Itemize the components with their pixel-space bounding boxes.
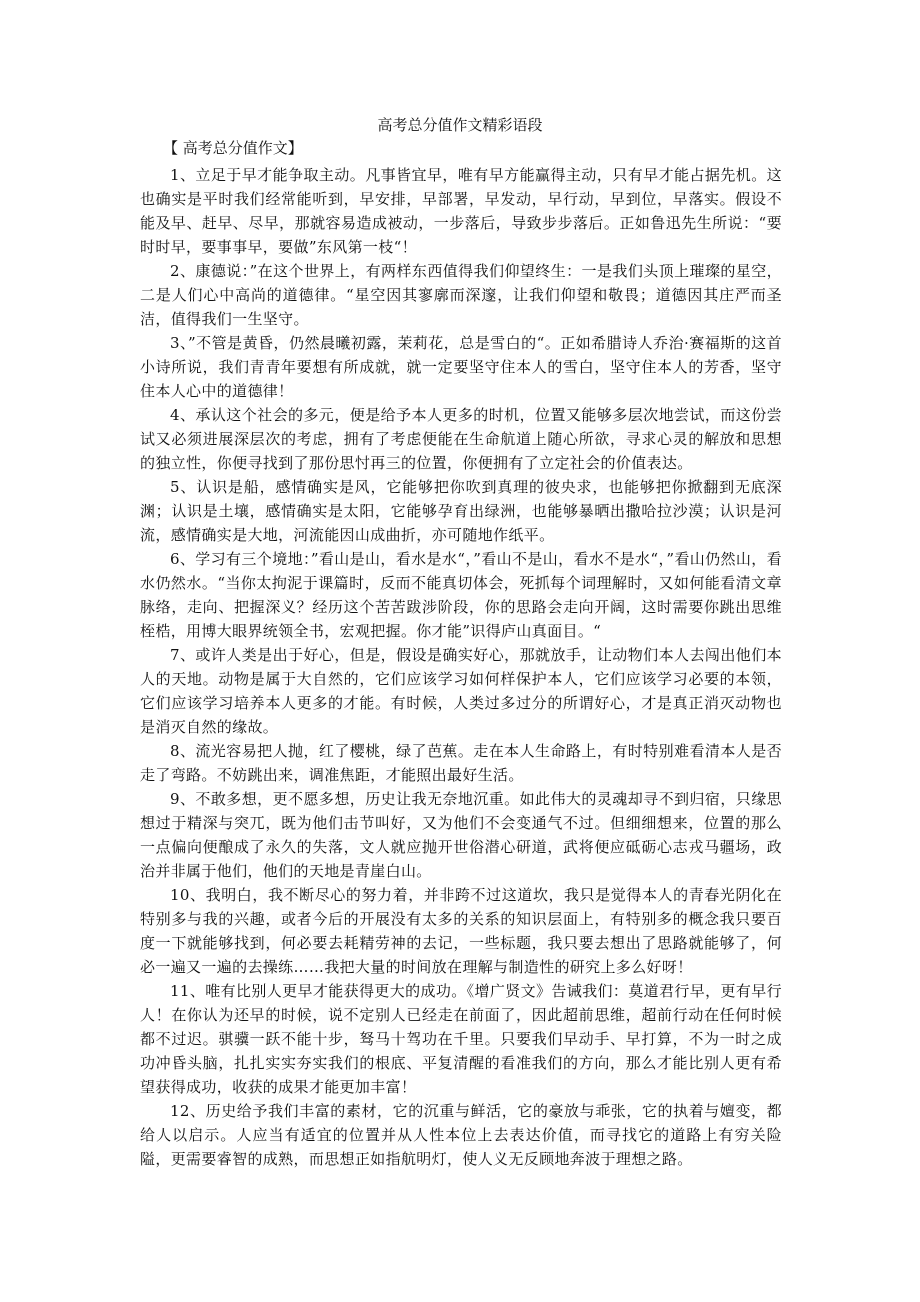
paragraph-3: 3、”不管是黄昏，仍然晨曦初露，茉莉花，总是雪白的“。正如希腊诗人乔治·赛福斯的这首小诗所说，我们青青年要想有所成就，就一定要坚守住本人的雪白，坚守住本人的芳香，坚守住本人心中的道德律！ (140, 334, 782, 400)
section-heading: 【 高考总分值作文】 (163, 139, 303, 157)
paragraph-12: 12、历史给予我们丰富的素材，它的沉重与鲜活，它的豪放与乖张，它的执着与嬗变，都给人以启示。人应当有适宜的位置并从人性本位上去表达价值，而寻找它的道路上有穷关险隘，更需要睿智的成熟，而思想正如指航明灯，使人义无反顾地奔波于理想之路。 (140, 1102, 782, 1168)
document-body (140, 163, 782, 1171)
paragraph-6: 6、学习有三个境地：”看山是山，看水是水“，”看山不是山，看水不是水“，”看山仍然山，看水仍然水。“当你太拘泥于课篇时，反而不能真切体会，死抓每个词理解时，又如何能看清文章脉络，走向、把握深义？经历这个苦苦跋涉阶段，你的思路会走向开阔，这时需要你跳出思维桎梏，用博大眼界统领全书，宏观把握。你才能”识得庐山真面目。“ (140, 550, 782, 640)
paragraph-9: 9、不敢多想，更不愿多想，历史让我无奈地沉重。如此伟大的灵魂却寻不到归宿，只缘思想过于精深与突兀，既为他们击节叫好，又为他们不会变通气不过。但细细想来，位置的那么一点偏向便酿成了永久的失落，文人就应抛开世俗潜心研道，武将便应砥砺心志戎马疆场，政治并非属于他们，他们的天地是青崖白山。 (140, 790, 782, 880)
paragraph-7: 7、或许人类是出于好心，但是，假设是确实好心，那就放手，让动物们本人去闯出他们本人的天地。动物是属于大自然的，它们应该学习如何样保护本人，它们应该学习必要的本领，它们应该学习培养本人更多的才能。有时候，人类过多过分的所谓好心，才是真正消灭动物也是消灭自然的缘故。 (140, 646, 782, 736)
paragraph-5: 5、认识是船，感情确实是风，它能够把你吹到真理的彼央求，也能够把你掀翻到无底深渊；认识是土壤，感情确实是太阳，它能够孕育出绿洲，也能够暴晒出撒哈拉沙漠；认识是河流，感情确实是大地，河流能因山成曲折，亦可随地作纸平。 (140, 478, 782, 544)
paragraph-11: 11、唯有比别人更早才能获得更大的成功。《增广贤文》告诫我们：莫道君行早，更有早行人！在你认为还早的时候，说不定别人已经走在前面了，因此超前思维，超前行动在任何时候都不过迟。骐骥一跃不能十步，驽马十驾功在千里。只要我们早动手、早打算，不为一时之成功冲昏头脑，扎扎实实夯实我们的根底、平复清醒的看准我们的方向，那么才能比别人更有希望获得成功，收获的成果才能更加丰富！ (140, 982, 782, 1096)
paragraph-8: 8、流光容易把人抛，红了樱桃，绿了芭蕉。走在本人生命路上，有时特别难看清本人是否走了弯路。不妨跳出来，调准焦距，才能照出最好生活。 (140, 742, 782, 784)
paragraph-10: 10、我明白，我不断尽心的努力着，并非跨不过这道坎，我只是觉得本人的青春光阴化在特别多与我的兴趣，或者今后的开展没有太多的关系的知识层面上，有特别多的概念我只要百度一下就能够找到，何必要去耗精劳神的去记，一些标题，我只要去想出了思路就能够了，何必一遍又一遍的去操练……我把大量的时间放在理解与制造性的研究上多么好呀！ (140, 886, 782, 976)
paragraph-1: 1、立足于早才能争取主动。凡事皆宜早，唯有早方能赢得主动，只有早才能占据先机。这也确实是平时我们经常能听到，早安排，早部署，早发动，早行动，早到位，早落实。假设不能及早、赶早、尽早，那就容易造成被动，一步落后，导致步步落后。正如鲁迅先生所说：“要时时早，要事事早，要做”东风第一枝“！ (140, 166, 782, 256)
paragraph-4: 4、承认这个社会的多元，便是给予本人更多的时机，位置又能够多层次地尝试，而这份尝试又必须进展深层次的考虑，拥有了考虑便能在生命航道上随心所欲，寻求心灵的解放和思想的独立性，你便寻找到了那份思忖再三的位置，你便拥有了立定社会的价值表达。 (140, 406, 782, 472)
document-title: 高考总分值作文精彩语段 (377, 116, 543, 134)
paragraph-2: 2、康德说：”在这个世界上，有两样东西值得我们仰望终生：一是我们头顶上璀璨的星空，二是人们心中高尚的道德律。“星空因其寥廓而深邃，让我们仰望和敬畏；道德因其庄严而圣洁，值得我们一生坚守。 (140, 262, 782, 328)
